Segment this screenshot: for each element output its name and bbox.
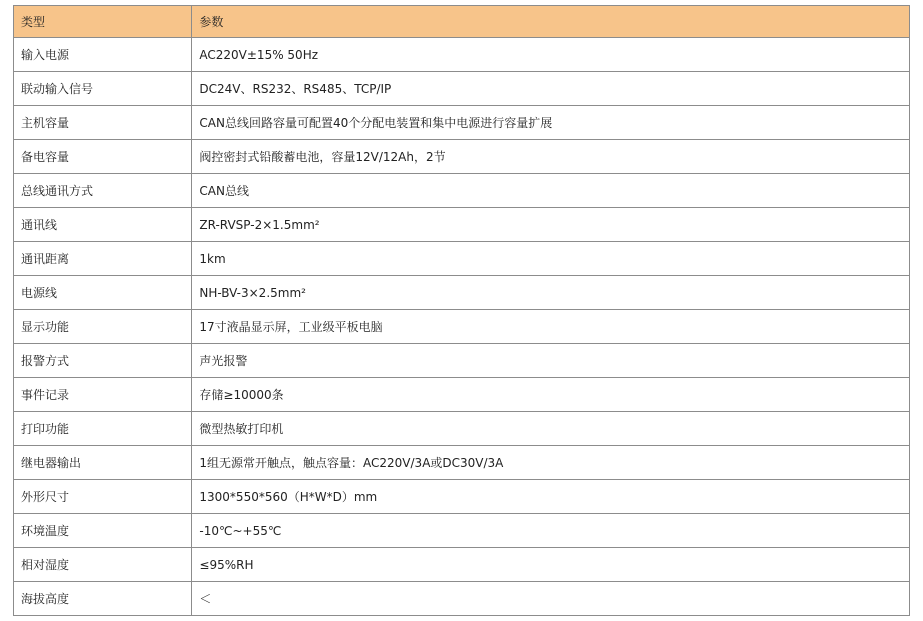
table-row bbox=[14, 310, 910, 344]
row-type: 电源线 bbox=[14, 276, 192, 310]
row-param: 阀控密封式铅酸蓄电池，容量12V/12Ah，2节 bbox=[192, 140, 910, 174]
spec-table bbox=[13, 5, 910, 616]
row-type: 主机容量 bbox=[14, 106, 192, 140]
table-row bbox=[14, 38, 910, 72]
table-row bbox=[14, 344, 910, 378]
table-row bbox=[14, 412, 910, 446]
header-type: 类型 bbox=[14, 6, 192, 38]
header-param: 参数 bbox=[192, 6, 910, 38]
row-param: 1km bbox=[192, 242, 910, 276]
row-type: 联动输入信号 bbox=[14, 72, 192, 106]
table-row bbox=[14, 582, 910, 616]
row-type: 海拔高度 bbox=[14, 582, 192, 616]
row-param: CAN总线 bbox=[192, 174, 910, 208]
table-row bbox=[14, 514, 910, 548]
row-param: 声光报警 bbox=[192, 344, 910, 378]
row-type: 报警方式 bbox=[14, 344, 192, 378]
table-row bbox=[14, 446, 910, 480]
row-type: 通讯距离 bbox=[14, 242, 192, 276]
row-param: ＜ bbox=[192, 582, 910, 616]
row-param: 17寸液晶显示屏，工业级平板电脑 bbox=[192, 310, 910, 344]
row-type: 总线通讯方式 bbox=[14, 174, 192, 208]
row-type: 备电容量 bbox=[14, 140, 192, 174]
table-row bbox=[14, 174, 910, 208]
row-type: 继电器输出 bbox=[14, 446, 192, 480]
table-row bbox=[14, 106, 910, 140]
table-row bbox=[14, 72, 910, 106]
table-row bbox=[14, 378, 910, 412]
row-type: 事件记录 bbox=[14, 378, 192, 412]
row-type: 显示功能 bbox=[14, 310, 192, 344]
row-param: DC24V、RS232、RS485、TCP/IP bbox=[192, 72, 910, 106]
table-row bbox=[14, 276, 910, 310]
row-type: 通讯线 bbox=[14, 208, 192, 242]
row-param: 1300*550*560（H*W*D）mm bbox=[192, 480, 910, 514]
row-param: -10℃~+55℃ bbox=[192, 514, 910, 548]
row-param: 存储≥10000条 bbox=[192, 378, 910, 412]
row-type: 打印功能 bbox=[14, 412, 192, 446]
row-param: 1组无源常开触点，触点容量：AC220V/3A或DC30V/3A bbox=[192, 446, 910, 480]
table-row bbox=[14, 208, 910, 242]
row-type: 环境温度 bbox=[14, 514, 192, 548]
row-type: 输入电源 bbox=[14, 38, 192, 72]
row-param: 微型热敏打印机 bbox=[192, 412, 910, 446]
row-param: ZR-RVSP-2×1.5mm² bbox=[192, 208, 910, 242]
row-param: ≤95%RH bbox=[192, 548, 910, 582]
table-row bbox=[14, 140, 910, 174]
table-header-row bbox=[14, 6, 910, 38]
table-row bbox=[14, 242, 910, 276]
row-type: 相对湿度 bbox=[14, 548, 192, 582]
row-param: AC220V±15% 50Hz bbox=[192, 38, 910, 72]
table-row bbox=[14, 548, 910, 582]
table-row bbox=[14, 480, 910, 514]
table-body bbox=[14, 38, 910, 616]
row-type: 外形尺寸 bbox=[14, 480, 192, 514]
row-param: CAN总线回路容量可配置40个分配电装置和集中电源进行容量扩展 bbox=[192, 106, 910, 140]
row-param: NH-BV-3×2.5mm² bbox=[192, 276, 910, 310]
